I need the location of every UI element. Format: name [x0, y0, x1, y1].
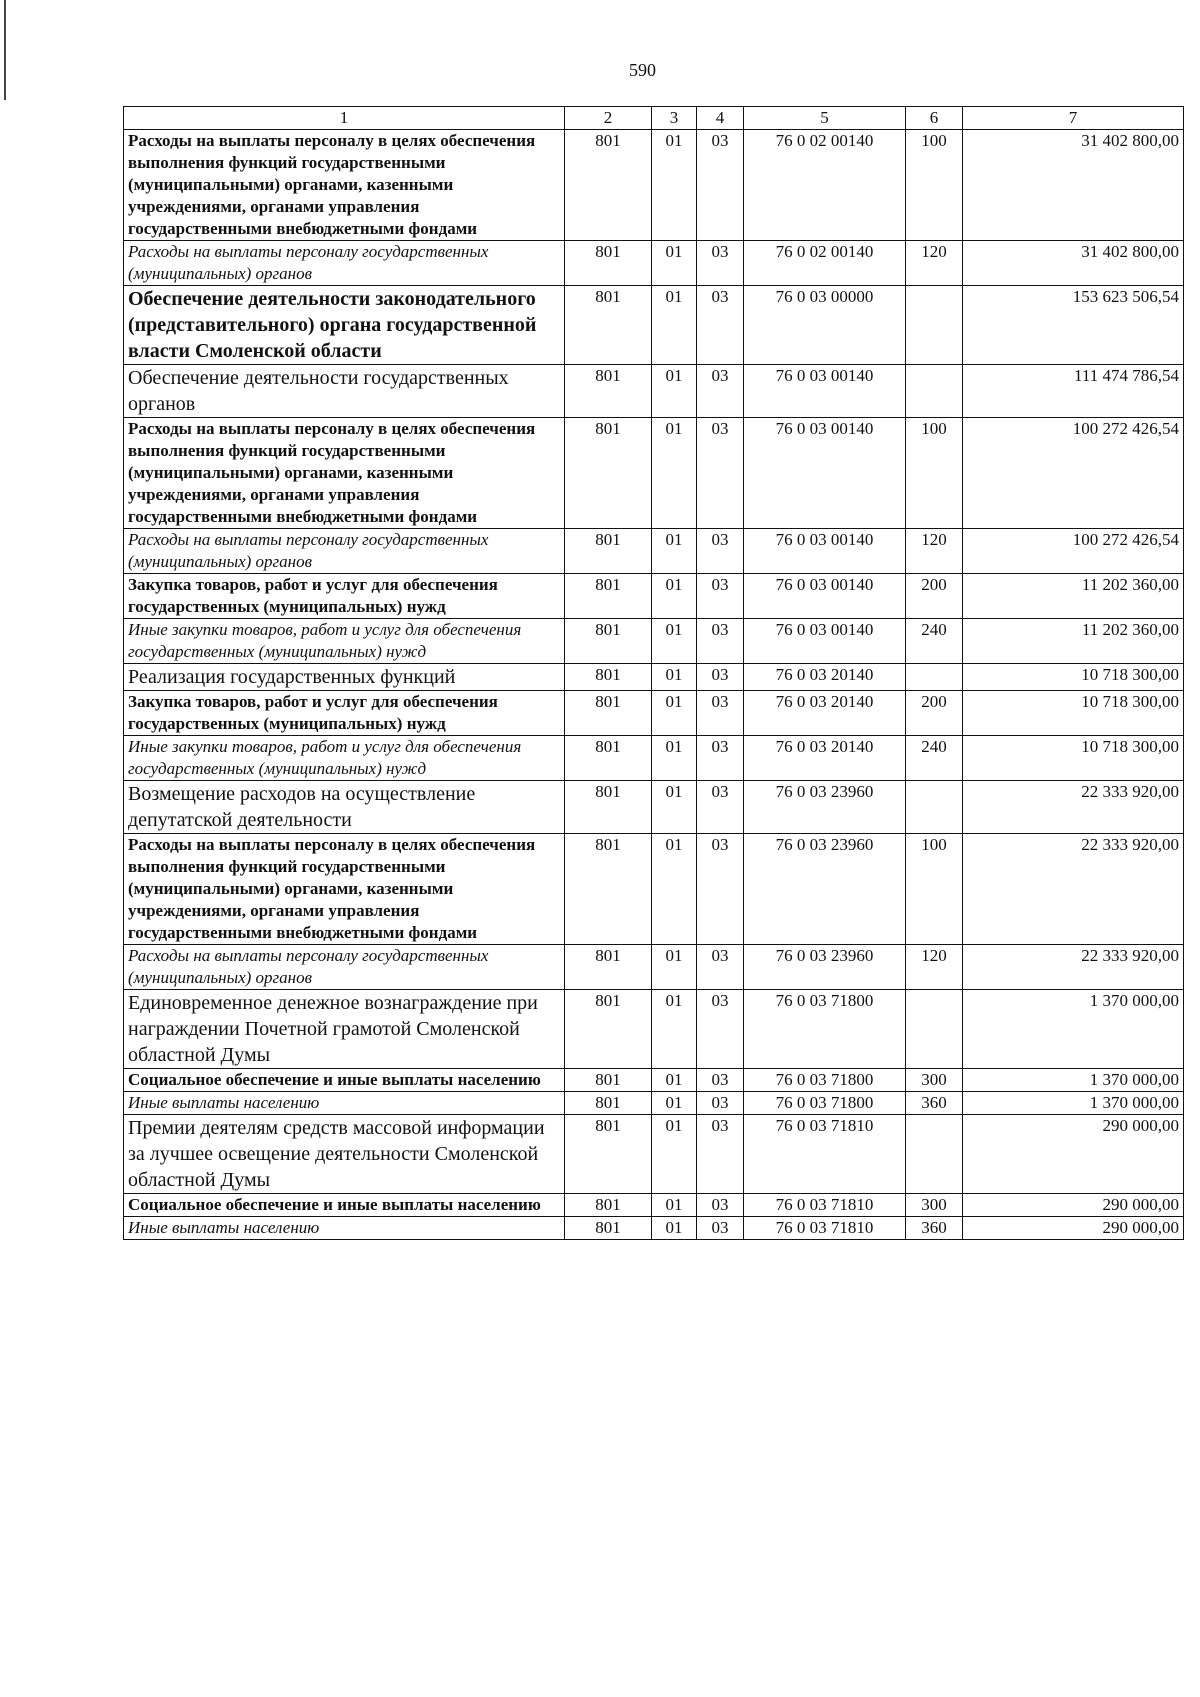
- header-cell: 6: [906, 107, 963, 130]
- section-code-cell: 01: [652, 1092, 697, 1115]
- expense-type-cell: 200: [906, 574, 963, 619]
- section-code-cell: 01: [652, 945, 697, 990]
- row-name-cell: Социальное обеспечение и иные выплаты населению: [124, 1069, 565, 1092]
- amount-cell: 22 333 920,00: [963, 781, 1184, 834]
- admin-code-cell: 801: [565, 418, 652, 529]
- row-name-cell: Расходы на выплаты персоналу государственных (муниципальных) органов: [124, 529, 565, 574]
- table-row: [124, 664, 1184, 691]
- amount-cell: 1 370 000,00: [963, 1092, 1184, 1115]
- expense-type-cell: 360: [906, 1217, 963, 1240]
- subsection-code-cell: 03: [697, 691, 744, 736]
- section-code-cell: 01: [652, 529, 697, 574]
- admin-code-cell: 801: [565, 781, 652, 834]
- subsection-code-cell: 03: [697, 574, 744, 619]
- admin-code-cell: 801: [565, 1092, 652, 1115]
- target-article-cell: 76 0 03 71810: [744, 1115, 906, 1194]
- target-article-cell: 76 0 03 23960: [744, 781, 906, 834]
- table-row: [124, 1217, 1184, 1240]
- table-row: [124, 945, 1184, 990]
- section-code-cell: 01: [652, 736, 697, 781]
- amount-cell: 1 370 000,00: [963, 1069, 1184, 1092]
- expense-type-cell: 360: [906, 1092, 963, 1115]
- section-code-cell: 01: [652, 1069, 697, 1092]
- row-name-cell: Расходы на выплаты персоналу в целях обеспечения выполнения функций государственными (муниципальными) органами, казенными учреждениями, органами управления государственными внебюджетными фондами: [124, 834, 565, 945]
- section-code-cell: 01: [652, 990, 697, 1069]
- table-row: [124, 574, 1184, 619]
- subsection-code-cell: 03: [697, 619, 744, 664]
- section-code-cell: 01: [652, 286, 697, 365]
- target-article-cell: 76 0 02 00140: [744, 130, 906, 241]
- subsection-code-cell: 03: [697, 1069, 744, 1092]
- amount-cell: 11 202 360,00: [963, 574, 1184, 619]
- row-name-cell: Обеспечение деятельности государственных органов: [124, 365, 565, 418]
- header-cell: 5: [744, 107, 906, 130]
- target-article-cell: 76 0 03 23960: [744, 834, 906, 945]
- expense-type-cell: 100: [906, 130, 963, 241]
- admin-code-cell: 801: [565, 529, 652, 574]
- amount-cell: 31 402 800,00: [963, 241, 1184, 286]
- table-row: [124, 1069, 1184, 1092]
- target-article-cell: 76 0 03 00140: [744, 365, 906, 418]
- table-row: [124, 691, 1184, 736]
- subsection-code-cell: 03: [697, 1217, 744, 1240]
- target-article-cell: 76 0 03 00000: [744, 286, 906, 365]
- expense-type-cell: [906, 286, 963, 365]
- subsection-code-cell: 03: [697, 736, 744, 781]
- target-article-cell: 76 0 03 71800: [744, 990, 906, 1069]
- section-code-cell: 01: [652, 691, 697, 736]
- table-row: [124, 529, 1184, 574]
- expense-type-cell: 120: [906, 529, 963, 574]
- subsection-code-cell: 03: [697, 990, 744, 1069]
- amount-cell: 10 718 300,00: [963, 736, 1184, 781]
- admin-code-cell: 801: [565, 664, 652, 691]
- target-article-cell: 76 0 03 00140: [744, 574, 906, 619]
- row-name-cell: Премии деятелям средств массовой информации за лучшее освещение деятельности Смоленской областной Думы: [124, 1115, 565, 1194]
- expense-type-cell: 240: [906, 619, 963, 664]
- header-cell: 7: [963, 107, 1184, 130]
- target-article-cell: 76 0 03 00140: [744, 529, 906, 574]
- admin-code-cell: 801: [565, 1194, 652, 1217]
- table-row: [124, 781, 1184, 834]
- table-row: [124, 365, 1184, 418]
- subsection-code-cell: 03: [697, 781, 744, 834]
- admin-code-cell: 801: [565, 286, 652, 365]
- admin-code-cell: 801: [565, 1069, 652, 1092]
- row-name-cell: Иные закупки товаров, работ и услуг для обеспечения государственных (муниципальных) нужд: [124, 736, 565, 781]
- expense-type-cell: 120: [906, 241, 963, 286]
- table-row: [124, 130, 1184, 241]
- subsection-code-cell: 03: [697, 1194, 744, 1217]
- header-cell: 4: [697, 107, 744, 130]
- expense-type-cell: [906, 365, 963, 418]
- row-name-cell: Социальное обеспечение и иные выплаты населению: [124, 1194, 565, 1217]
- subsection-code-cell: 03: [697, 241, 744, 286]
- amount-cell: 31 402 800,00: [963, 130, 1184, 241]
- table-row: [124, 736, 1184, 781]
- section-code-cell: 01: [652, 574, 697, 619]
- amount-cell: 111 474 786,54: [963, 365, 1184, 418]
- admin-code-cell: 801: [565, 691, 652, 736]
- row-name-cell: Обеспечение деятельности законодательного (представительного) органа государственной власти Смоленской области: [124, 286, 565, 365]
- subsection-code-cell: 03: [697, 834, 744, 945]
- table-row: [124, 990, 1184, 1069]
- target-article-cell: 76 0 03 23960: [744, 945, 906, 990]
- header-cell: 3: [652, 107, 697, 130]
- target-article-cell: 76 0 03 71810: [744, 1194, 906, 1217]
- amount-cell: 153 623 506,54: [963, 286, 1184, 365]
- admin-code-cell: 801: [565, 574, 652, 619]
- table-row: [124, 1115, 1184, 1194]
- admin-code-cell: 801: [565, 945, 652, 990]
- amount-cell: 290 000,00: [963, 1217, 1184, 1240]
- row-name-cell: Иные выплаты населению: [124, 1217, 565, 1240]
- expense-type-cell: 240: [906, 736, 963, 781]
- amount-cell: 11 202 360,00: [963, 619, 1184, 664]
- subsection-code-cell: 03: [697, 529, 744, 574]
- row-name-cell: Закупка товаров, работ и услуг для обеспечения государственных (муниципальных) нужд: [124, 574, 565, 619]
- row-name-cell: Расходы на выплаты персоналу государственных (муниципальных) органов: [124, 945, 565, 990]
- section-code-cell: 01: [652, 1194, 697, 1217]
- section-code-cell: 01: [652, 365, 697, 418]
- section-code-cell: 01: [652, 1115, 697, 1194]
- row-name-cell: Иные закупки товаров, работ и услуг для обеспечения государственных (муниципальных) нужд: [124, 619, 565, 664]
- expense-type-cell: 100: [906, 418, 963, 529]
- budget-table: [123, 106, 1184, 1240]
- table-row: [124, 1092, 1184, 1115]
- admin-code-cell: 801: [565, 130, 652, 241]
- section-code-cell: 01: [652, 1217, 697, 1240]
- section-code-cell: 01: [652, 619, 697, 664]
- target-article-cell: 76 0 02 00140: [744, 241, 906, 286]
- section-code-cell: 01: [652, 241, 697, 286]
- subsection-code-cell: 03: [697, 365, 744, 418]
- row-name-cell: Единовременное денежное вознаграждение при награждении Почетной грамотой Смоленской областной Думы: [124, 990, 565, 1069]
- page-number: 590: [629, 60, 656, 80]
- row-name-cell: Расходы на выплаты персоналу в целях обеспечения выполнения функций государственными (муниципальными) органами, казенными учреждениями, органами управления государственными внебюджетными фондами: [124, 130, 565, 241]
- expense-type-cell: [906, 664, 963, 691]
- section-code-cell: 01: [652, 418, 697, 529]
- table-row: [124, 1194, 1184, 1217]
- table-row: [124, 418, 1184, 529]
- section-code-cell: 01: [652, 834, 697, 945]
- subsection-code-cell: 03: [697, 664, 744, 691]
- admin-code-cell: 801: [565, 736, 652, 781]
- admin-code-cell: 801: [565, 990, 652, 1069]
- section-code-cell: 01: [652, 130, 697, 241]
- table-row: [124, 241, 1184, 286]
- admin-code-cell: 801: [565, 619, 652, 664]
- target-article-cell: 76 0 03 20140: [744, 691, 906, 736]
- admin-code-cell: 801: [565, 1115, 652, 1194]
- row-name-cell: Расходы на выплаты персоналу государственных (муниципальных) органов: [124, 241, 565, 286]
- amount-cell: 100 272 426,54: [963, 418, 1184, 529]
- section-code-cell: 01: [652, 781, 697, 834]
- header-cell: 2: [565, 107, 652, 130]
- target-article-cell: 76 0 03 71800: [744, 1092, 906, 1115]
- admin-code-cell: 801: [565, 241, 652, 286]
- amount-cell: 10 718 300,00: [963, 664, 1184, 691]
- target-article-cell: 76 0 03 71810: [744, 1217, 906, 1240]
- expense-type-cell: 300: [906, 1069, 963, 1092]
- target-article-cell: 76 0 03 20140: [744, 736, 906, 781]
- subsection-code-cell: 03: [697, 945, 744, 990]
- subsection-code-cell: 03: [697, 286, 744, 365]
- amount-cell: 290 000,00: [963, 1194, 1184, 1217]
- expense-type-cell: 120: [906, 945, 963, 990]
- table-row: [124, 286, 1184, 365]
- row-name-cell: Закупка товаров, работ и услуг для обеспечения государственных (муниципальных) нужд: [124, 691, 565, 736]
- admin-code-cell: 801: [565, 365, 652, 418]
- table-row: [124, 834, 1184, 945]
- header-row: [124, 107, 1184, 130]
- section-code-cell: 01: [652, 664, 697, 691]
- expense-type-cell: 200: [906, 691, 963, 736]
- row-name-cell: Реализация государственных функций: [124, 664, 565, 691]
- target-article-cell: 76 0 03 00140: [744, 418, 906, 529]
- table-row: [124, 619, 1184, 664]
- expense-type-cell: 300: [906, 1194, 963, 1217]
- subsection-code-cell: 03: [697, 1115, 744, 1194]
- admin-code-cell: 801: [565, 1217, 652, 1240]
- amount-cell: 10 718 300,00: [963, 691, 1184, 736]
- subsection-code-cell: 03: [697, 1092, 744, 1115]
- expense-type-cell: [906, 781, 963, 834]
- target-article-cell: 76 0 03 71800: [744, 1069, 906, 1092]
- amount-cell: 100 272 426,54: [963, 529, 1184, 574]
- expense-type-cell: [906, 1115, 963, 1194]
- subsection-code-cell: 03: [697, 418, 744, 529]
- header-cell: 1: [124, 107, 565, 130]
- row-name-cell: Возмещение расходов на осуществление депутатской деятельности: [124, 781, 565, 834]
- admin-code-cell: 801: [565, 834, 652, 945]
- row-name-cell: Расходы на выплаты персоналу в целях обеспечения выполнения функций государственными (муниципальными) органами, казенными учреждениями, органами управления государственными внебюджетными фондами: [124, 418, 565, 529]
- target-article-cell: 76 0 03 00140: [744, 619, 906, 664]
- expense-type-cell: 100: [906, 834, 963, 945]
- scan-edge-line: [4, 0, 6, 100]
- subsection-code-cell: 03: [697, 130, 744, 241]
- target-article-cell: 76 0 03 20140: [744, 664, 906, 691]
- row-name-cell: Иные выплаты населению: [124, 1092, 565, 1115]
- amount-cell: 290 000,00: [963, 1115, 1184, 1194]
- expense-type-cell: [906, 990, 963, 1069]
- amount-cell: 1 370 000,00: [963, 990, 1184, 1069]
- amount-cell: 22 333 920,00: [963, 834, 1184, 945]
- amount-cell: 22 333 920,00: [963, 945, 1184, 990]
